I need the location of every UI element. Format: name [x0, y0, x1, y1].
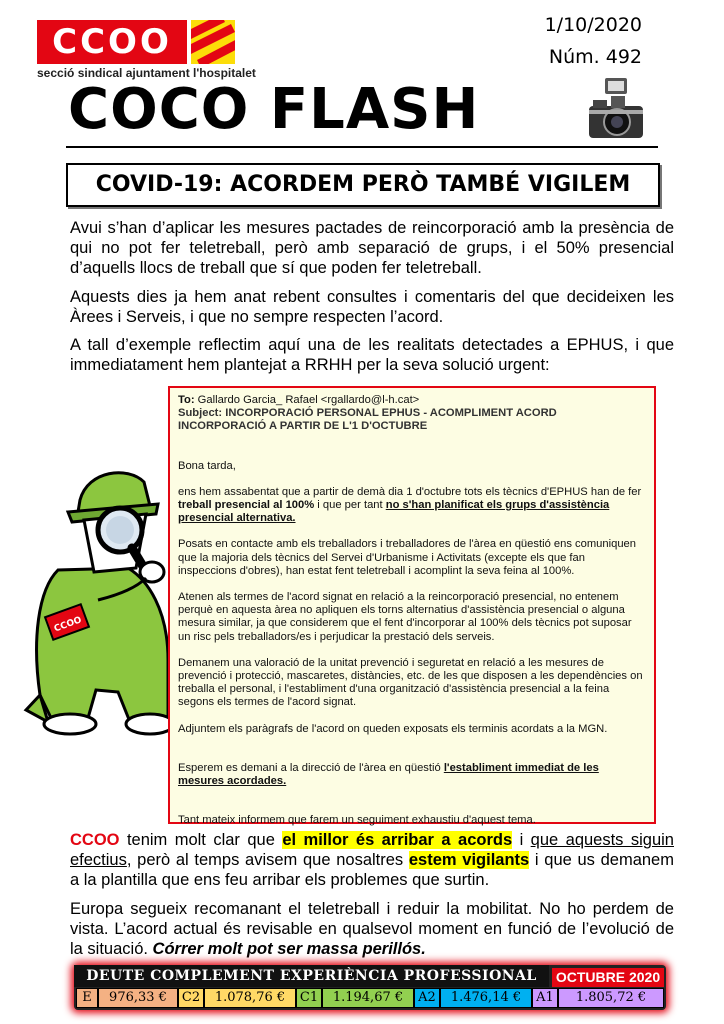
salary-value-a1: 1.805,72 €	[558, 988, 664, 1008]
catalan-flag-icon	[191, 20, 235, 64]
masthead-title: COCO FLASH	[68, 77, 480, 142]
issue-date: 1/10/2020	[544, 14, 642, 36]
salary-value-a2: 1.476,14 €	[440, 988, 532, 1008]
logo-text: CCOO	[52, 22, 172, 62]
email-excerpt	[168, 386, 656, 827]
headline: COVID-19: ACORDEM PERÒ TAMBÉ VIGILEM	[66, 163, 660, 207]
paragraph-closing-1: CCOO tenim molt clar que el millor és arribar a acords i que aquests siguin efectius, però al temps avisem que nosaltres estem vigilants i que us demanem a la plantilla que ens feu arribar els problemes que surtin.	[70, 831, 674, 889]
salary-bar-month: OCTUBRE 2020	[552, 968, 664, 987]
email-paragraph-4: Demanem una valoració de la unitat prevenció i seguretat en relació a les mesures de prevenció i protecció, mascaretes, distàncies, etc. de les que disposen a les dependències on treballa el personal, i l'establiment d'una organització d'assistència presencial a la feina segons els termes de l'acord signat.	[178, 656, 643, 709]
salary-bar-title: DEUTE COMPLEMENT EXPERIÈNCIA PROFESSIONAL	[74, 965, 549, 987]
salary-bar-cells	[76, 988, 664, 1008]
paragraph-intro-3: A tall d’exemple reflectim aquí una de les realitats detectades a EPHUS, i que immediatament hem plantejat a RRHH per la seva solució urgent:	[70, 336, 674, 374]
detective-illustration	[18, 460, 188, 740]
email-to: Gallardo Garcia_ Rafael <rgallardo@l-h.cat>	[197, 394, 420, 406]
email-paragraph-7: Tant mateix informem que farem un seguiment exhaustiu d'aquest tema.	[178, 814, 536, 827]
salary-code-a2: A2	[414, 988, 440, 1008]
salary-value-e: 976,33 €	[98, 988, 178, 1008]
email-paragraph-3: Atenen als termes de l'acord signat en relació a la reincorporació presencial, no entenem perquè en aquesta àrea no apliquen els torns alternatius d'assistència presencial o alguna mesura similar, ja que considerem que el fent d'incorporar al 100% dels tècnics pot suposar un risc pels treballadors/es i perjudicar la prestació dels serveis.	[178, 591, 632, 643]
logo-caption: secció sindical ajuntament l'hospitalet	[37, 66, 256, 80]
paragraph-closing-2: Europa segueix recomanant el teletreball i reduir la mobilitat. No ho perdem de vista. L’acord actual és revisable en qualsevol moment en funció de l’evolució de la situació. Córrer molt pot ser massa perillós.	[70, 900, 674, 958]
ccoo-logo	[37, 20, 235, 64]
email-paragraph-2: Posats en contacte amb els treballadors i treballadores de l'àrea en qüestió ens comuniquen que la majoria dels tècnics del Servei d'Urbanisme i Activitats (excepte els que fan inspeccions d'obres), han estat fent teletreball i acomplint la seva feina al 100%.	[178, 538, 636, 577]
salary-value-c2: 1.078,76 €	[204, 988, 296, 1008]
salary-debt-bar	[74, 965, 666, 1010]
email-greeting: Bona tarda,	[178, 459, 236, 472]
paragraph-intro-1: Avui s’han d’aplicar les mesures pactades de reincorporació amb la presència de qui no pot fer teletreball, però amb separació de grups, i el 50% presencial d’aquells llocs de treball que sí que poden fer teletreball.	[70, 219, 674, 277]
salary-code-c2: C2	[178, 988, 204, 1008]
salary-code-e: E	[76, 988, 98, 1008]
email-subject-label: Subject:	[178, 407, 223, 420]
email-paragraph-1: ens hem assabentat que a partir de demà dia 1 d'octubre tots els tècnics d'EPHUS han de fer treball presencial al 100% i que per tant no s'han planificat els grups d'assistència presencial alternativa.	[178, 485, 642, 525]
email-subject: INCORPORACIÓ PERSONAL EPHUS - ACOMPLIMENT ACORD INCORPORACIÓ A PARTIR DE L'1 D'OCTUBRE	[178, 407, 557, 433]
camera-icon	[583, 76, 647, 146]
salary-value-c1: 1.194,67 €	[322, 988, 414, 1008]
badge-text: CCOO	[52, 615, 84, 635]
email-to-label: To:	[178, 394, 195, 406]
salary-code-a1: A1	[532, 988, 558, 1008]
header-rule	[66, 146, 658, 148]
email-paragraph-6: Esperem es demani a la direcció de l'àrea en qüestió l'establiment immediat de les mesures acordades.	[178, 761, 599, 788]
email-paragraph-5: Adjuntem els paràgrafs de l'acord on queden exposats els terminis acordats a la MGN.	[178, 722, 608, 735]
paragraph-intro-2: Aquests dies ja hem anat rebent consultes i comentaris del que decideixen les Àrees i Serveis, i que no sempre respecten l’acord.	[70, 288, 674, 326]
salary-code-c1: C1	[296, 988, 322, 1008]
issue-number: Núm. 492	[548, 46, 642, 68]
